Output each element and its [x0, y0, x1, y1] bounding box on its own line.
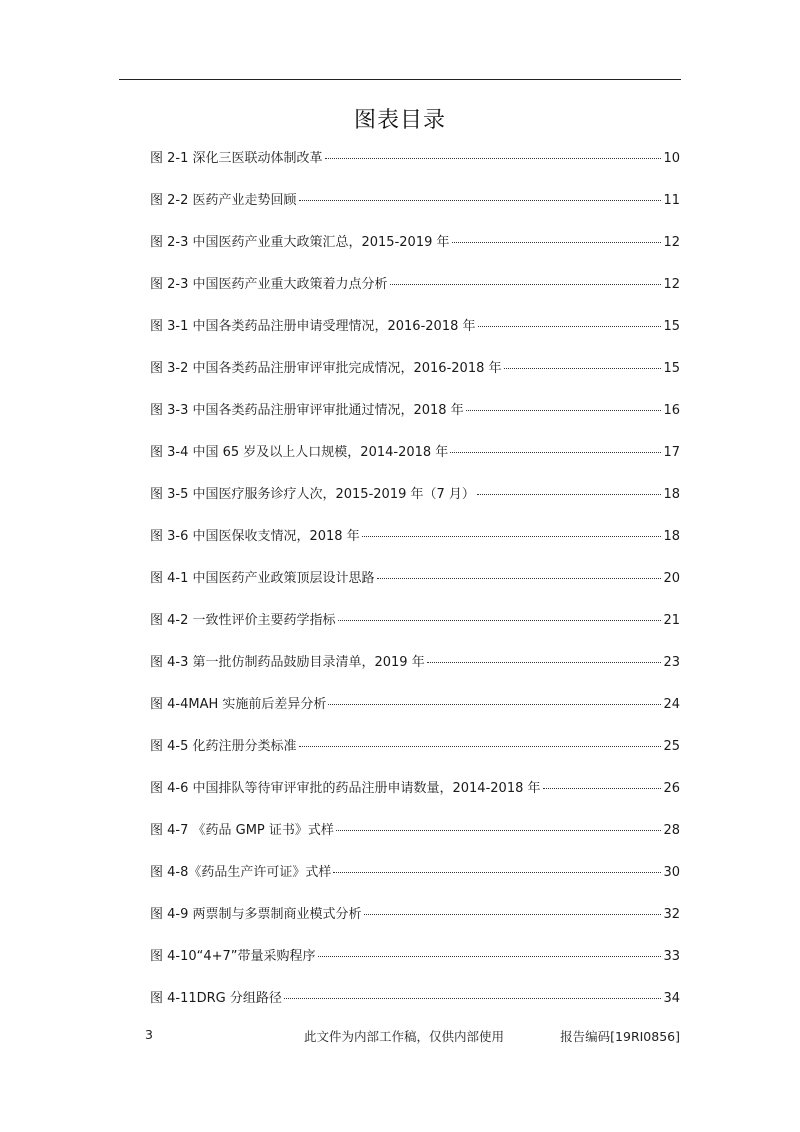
- toc-entry[interactable]: [150, 820, 680, 862]
- figure-toc-list: [150, 148, 680, 1030]
- toc-entry-page-number: 16: [663, 403, 680, 418]
- toc-entry[interactable]: [150, 988, 680, 1030]
- toc-entry[interactable]: [150, 778, 680, 820]
- toc-entry-page-number: 10: [663, 151, 680, 166]
- toc-entry[interactable]: [150, 358, 680, 400]
- toc-entry[interactable]: [150, 148, 680, 190]
- toc-dot-leader: [466, 410, 662, 411]
- toc-dot-leader: [362, 536, 662, 537]
- toc-dot-leader: [338, 620, 662, 621]
- toc-entry-label: 图 3-4 中国 65 岁及以上人口规模，2014-2018 年: [150, 445, 449, 460]
- toc-entry-label: 图 3-1 中国各类药品注册申请受理情况，2016-2018 年: [150, 319, 476, 334]
- toc-dot-leader: [452, 242, 662, 243]
- toc-entry-page-number: 26: [663, 781, 680, 796]
- toc-entry-page-number: 24: [663, 697, 680, 712]
- toc-entry[interactable]: [150, 694, 680, 736]
- toc-entry[interactable]: [150, 442, 680, 484]
- toc-dot-leader: [450, 452, 661, 453]
- toc-entry[interactable]: [150, 610, 680, 652]
- toc-entry-label: 图 4-2 一致性评价主要药学指标: [150, 613, 336, 628]
- toc-entry[interactable]: [150, 652, 680, 694]
- toc-dot-leader: [543, 788, 662, 789]
- toc-entry-page-number: 34: [663, 991, 680, 1006]
- toc-entry[interactable]: [150, 526, 680, 568]
- toc-entry-page-number: 28: [663, 823, 680, 838]
- toc-dot-leader: [333, 872, 661, 873]
- toc-entry-label: 图 2-3 中国医药产业重大政策着力点分析: [150, 277, 388, 292]
- toc-entry-label: 图 2-1 深化三医联动体制改革: [150, 151, 323, 166]
- toc-entry[interactable]: [150, 862, 680, 904]
- toc-entry-label: 图 4-8《药品生产许可证》式样: [150, 865, 332, 880]
- toc-dot-leader: [328, 704, 661, 705]
- toc-entry-label: 图 3-6 中国医保收支情况，2018 年: [150, 529, 360, 544]
- toc-dot-leader: [299, 200, 662, 201]
- toc-entry-label: 图 4-3 第一批仿制药品鼓励目录清单，2019 年: [150, 655, 425, 670]
- toc-dot-leader: [318, 956, 662, 957]
- toc-entry-label: 图 2-3 中国医药产业重大政策汇总，2015-2019 年: [150, 235, 450, 250]
- toc-entry[interactable]: [150, 736, 680, 778]
- toc-dot-leader: [299, 746, 662, 747]
- toc-entry-page-number: 15: [663, 319, 680, 334]
- toc-dot-leader: [478, 326, 662, 327]
- toc-entry[interactable]: [150, 316, 680, 358]
- toc-entry-page-number: 17: [663, 445, 680, 460]
- toc-entry-page-number: 11: [663, 193, 680, 208]
- toc-dot-leader: [336, 830, 662, 831]
- toc-entry[interactable]: [150, 904, 680, 946]
- toc-entry-label: 图 4-7 《药品 GMP 证书》式样: [150, 823, 334, 838]
- toc-entry-page-number: 23: [663, 655, 680, 670]
- toc-entry-label: 图 2-2 医药产业走势回顾: [150, 193, 297, 208]
- toc-entry-label: 图 3-3 中国各类药品注册审评审批通过情况，2018 年: [150, 403, 464, 418]
- toc-entry-label: 图 3-2 中国各类药品注册审评审批完成情况，2016-2018 年: [150, 361, 502, 376]
- toc-entry-label: 图 4-5 化药注册分类标准: [150, 739, 297, 754]
- page-title: 图表目录: [353, 108, 446, 133]
- toc-entry-page-number: 20: [663, 571, 680, 586]
- toc-entry-label: 图 3-5 中国医疗服务诊疗人次，2015-2019 年（7 月）: [150, 487, 475, 502]
- toc-entry-page-number: 32: [663, 907, 680, 922]
- toc-entry-label: 图 4-6 中国排队等待审评审批的药品注册申请数量，2014-2018 年: [150, 781, 541, 796]
- toc-entry-page-number: 21: [663, 613, 680, 628]
- toc-dot-leader: [325, 158, 662, 159]
- toc-entry-page-number: 25: [663, 739, 680, 754]
- toc-entry[interactable]: [150, 568, 680, 610]
- toc-entry-page-number: 33: [663, 949, 680, 964]
- toc-entry-label: 图 4-1 中国医药产业政策顶层设计思路: [150, 571, 375, 586]
- toc-entry-label: 图 4-10“4+7”带量采购程序: [150, 949, 316, 964]
- toc-entry-label: 图 4-11DRG 分组路径: [150, 991, 282, 1006]
- toc-dot-leader: [504, 368, 662, 369]
- toc-entry-page-number: 12: [663, 235, 680, 250]
- toc-entry-page-number: 18: [663, 487, 680, 502]
- toc-entry-label: 图 4-9 两票制与多票制商业模式分析: [150, 907, 362, 922]
- toc-entry-page-number: 12: [663, 277, 680, 292]
- toc-entry-page-number: 18: [663, 529, 680, 544]
- toc-entry[interactable]: [150, 190, 680, 232]
- toc-dot-leader: [427, 662, 662, 663]
- header-rule: [119, 79, 681, 80]
- toc-dot-leader: [390, 284, 662, 285]
- footer-report-code: 报告编码[19RI0856]: [560, 1029, 680, 1044]
- footer-confidential-note: 此文件为内部工作稿，仅供内部使用: [304, 1029, 505, 1044]
- toc-entry[interactable]: [150, 400, 680, 442]
- toc-dot-leader: [477, 494, 662, 495]
- toc-entry[interactable]: [150, 274, 680, 316]
- toc-entry[interactable]: [150, 946, 680, 988]
- toc-entry[interactable]: [150, 232, 680, 274]
- toc-dot-leader: [284, 998, 662, 999]
- toc-dot-leader: [364, 914, 662, 915]
- toc-entry-page-number: 15: [663, 361, 680, 376]
- footer-page-number: 3: [145, 1027, 153, 1042]
- toc-entry[interactable]: [150, 484, 680, 526]
- toc-dot-leader: [377, 578, 662, 579]
- toc-entry-label: 图 4-4MAH 实施前后差异分析: [150, 697, 327, 712]
- toc-entry-page-number: 30: [663, 865, 680, 880]
